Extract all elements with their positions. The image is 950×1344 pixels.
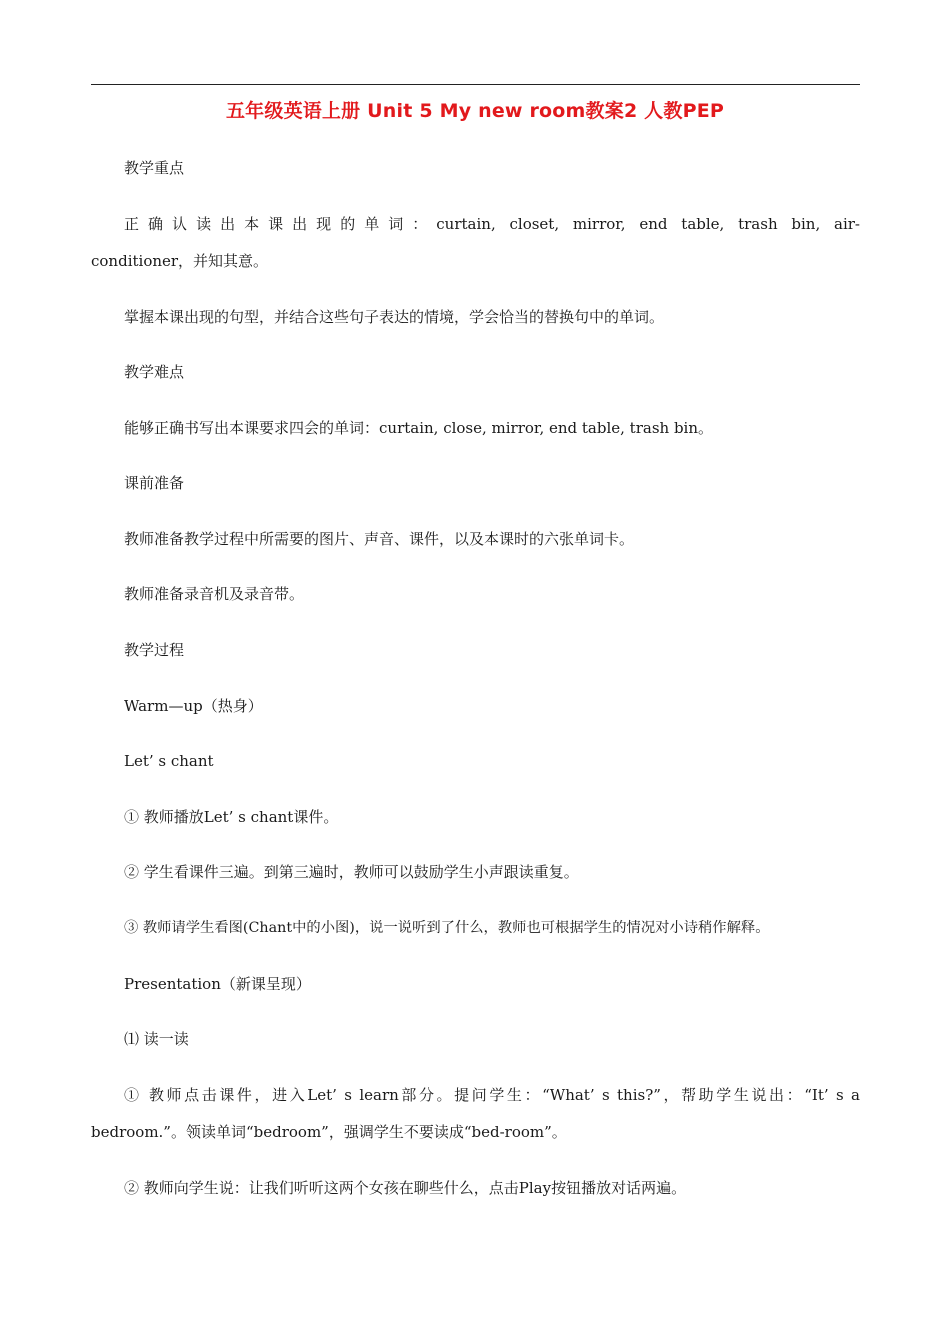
paragraph-text: 能够正确书写出本课要求四会的单词：curtain, close, mirror, end table, trash bin。 xyxy=(124,419,714,437)
paragraph xyxy=(0,1077,950,1151)
paragraph-text: Let’ s chant xyxy=(124,752,214,770)
paragraph-text: 课前准备 xyxy=(124,474,185,492)
paragraph-text: 教学重点 xyxy=(124,159,185,177)
paragraph xyxy=(0,206,950,280)
paragraph-text: Warm—up（热身） xyxy=(124,697,263,715)
paragraph-text: ① 教师播放Let’ s chant课件。 xyxy=(124,808,339,826)
paragraph xyxy=(0,354,950,391)
paragraph xyxy=(0,299,950,336)
paragraph-text: 教师准备教学过程中所需要的图片、声音、课件，以及本课时的六张单词卡。 xyxy=(124,530,635,548)
paragraph xyxy=(0,910,950,947)
paragraph xyxy=(0,521,950,558)
paragraph-text: 正确认读出本课出现的单词：curtain, closet, mirror, end table, trash bin, air- xyxy=(124,215,860,233)
paragraph-text: ② 学生看课件三遍。到第三遍时，教师可以鼓励学生小声跟读重复。 xyxy=(124,863,579,881)
paragraph xyxy=(0,688,950,725)
header-rule xyxy=(91,84,860,85)
paragraph-text: 教师准备录音机及录音带。 xyxy=(124,585,305,603)
paragraph-text: ③ 教师请学生看图(Chant中的小图)，说一说听到了什么，教师也可根据学生的情况对小诗稍作解释。 xyxy=(124,920,770,936)
paragraph xyxy=(0,1021,950,1058)
paragraph-text: ⑴ 读一读 xyxy=(124,1030,189,1048)
paragraph xyxy=(0,966,950,1003)
paragraph xyxy=(0,150,950,187)
paragraph-text: 教学过程 xyxy=(124,641,185,659)
paragraph xyxy=(0,743,950,780)
paragraph xyxy=(0,576,950,613)
paragraph xyxy=(0,410,950,447)
paragraph xyxy=(0,1170,950,1207)
paragraph-text: 教学难点 xyxy=(124,363,185,381)
paragraph-text: ② 教师向学生说：让我们听听这两个女孩在聊些什么，点击Play按钮播放对话两遍。 xyxy=(124,1179,687,1197)
paragraph-text: Presentation（新课呈现） xyxy=(124,975,311,993)
paragraph xyxy=(0,854,950,891)
paragraph-text: 掌握本课出现的句型，并结合这些句子表达的情境，学会恰当的替换句中的单词。 xyxy=(124,308,665,326)
paragraph xyxy=(0,632,950,669)
paragraph-text-continued: conditioner，并知其意。 xyxy=(91,252,269,270)
paragraph xyxy=(0,465,950,502)
paragraph-text-continued: bedroom.”。领读单词“bedroom”，强调学生不要读成“bed-room”。 xyxy=(91,1123,567,1141)
paragraph xyxy=(0,799,950,836)
document-title: 五年级英语上册 Unit 5 My new room教案2 人教PEP xyxy=(225,100,725,122)
paragraph-text: ① 教师点击课件，进入Let’ s learn部分。提问学生：“What’ s this?”，帮助学生说出：“It’ s a xyxy=(124,1086,860,1104)
